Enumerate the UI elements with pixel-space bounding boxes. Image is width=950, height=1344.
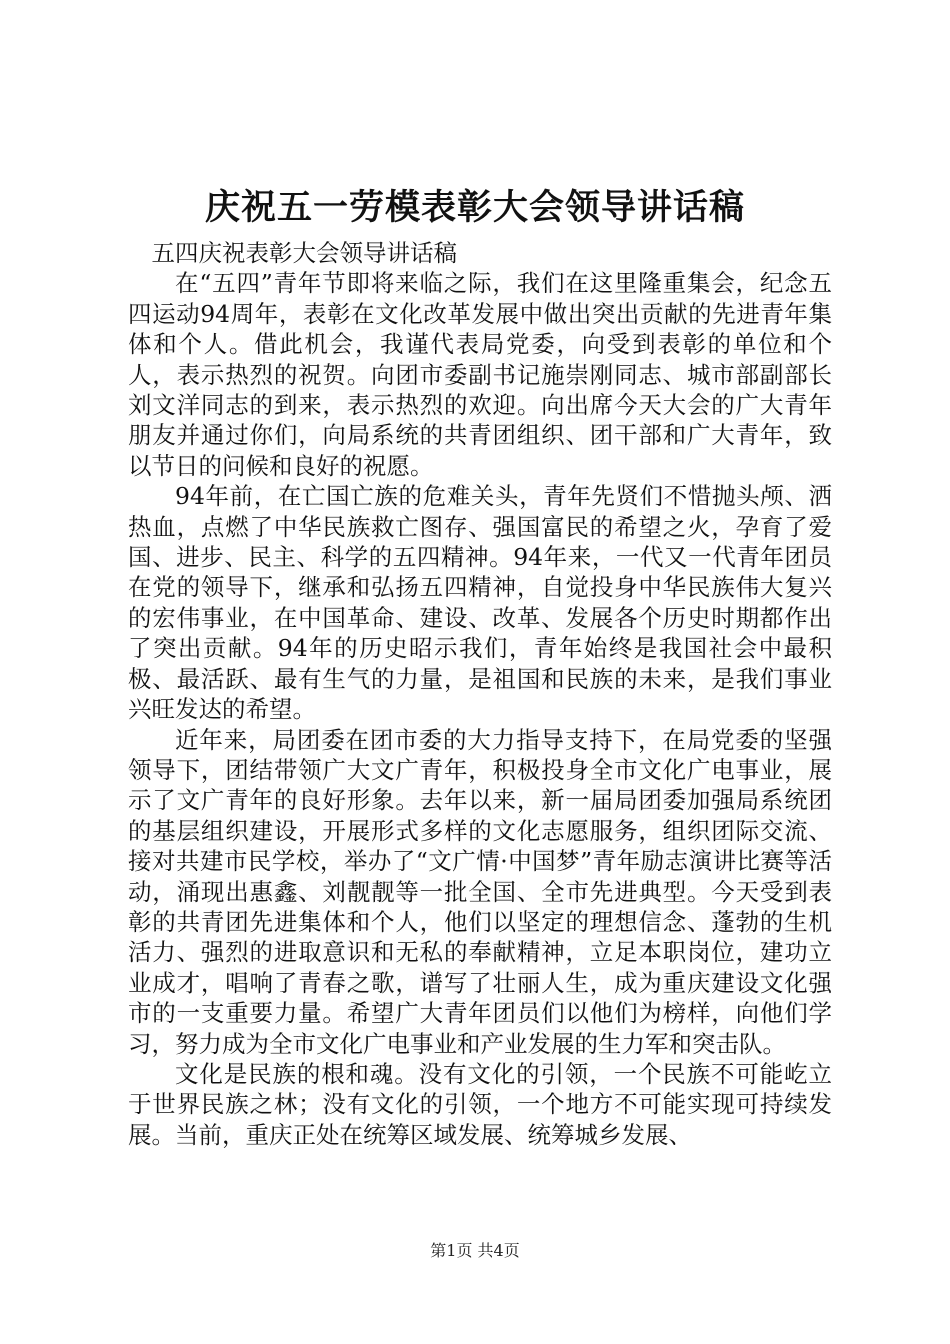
paragraph-1: 在“五四”青年节即将来临之际，我们在这里隆重集会，纪念五四运动94周年，表彰在文化改革发展中做出突出贡献的先进青年集体和个人。借此机会，我谨代表局党委，向受到表彰的单位和个人，表示热烈的祝贺。向团市委副书记施崇刚同志、城市部副部长刘文洋同志的到来，表示热烈的欢迎。向出席今天大会的广大青年朋友并通过你们，向局系统的共青团组织、团干部和广大青年，致以节日的问候和良好的祝愿。	[128, 269, 832, 480]
document-subtitle: 五四庆祝表彰大会领导讲话稿	[151, 239, 457, 267]
paragraph-4: 文化是民族的根和魂。没有文化的引领，一个民族不可能屹立于世界民族之林；没有文化的引领，一个地方不可能实现可持续发展。当前，重庆正处在统筹区域发展、统筹城乡发展、	[128, 1059, 832, 1149]
page-footer: 第1页 共4页	[430, 1241, 520, 1260]
paragraph-3: 近年来，局团委在团市委的大力指导支持下，在局党委的坚强领导下，团结带领广大文广青年，积极投身全市文化广电事业，展示了文广青年的良好形象。去年以来，新一届局团委加强局系统团的基层组织建设，开展形式多样的文化志愿服务，组织团际交流、接对共建市民学校，举办了“文广情·中国梦”青年励志演讲比赛等活动，涌现出惠鑫、刘靓靓等一批全国、全市先进典型。今天受到表彰的共青团先进集体和个人，他们以坚定的理想信念、蓬勃的生机活力、强烈的进取意识和无私的奉献精神，立足本职岗位，建功立业成才，唱响了青春之歌，谱写了壮丽人生，成为重庆建设文化强市的一支重要力量。希望广大青年团员们以他们为榜样，向他们学习，努力成为全市文化广电事业和产业发展的生力军和突击队。	[128, 725, 832, 1058]
document-title: 庆祝五一劳模表彰大会领导讲话稿	[204, 187, 745, 228]
document-body	[128, 238, 832, 1150]
paragraph-2: 94年前，在亡国亡族的危难关头，青年先贤们不惜抛头颅、洒热血，点燃了中华民族救亡图存、强国富民的希望之火，孕育了爱国、进步、民主、科学的五四精神。94年来，一代又一代青年团员在党的领导下，继承和弘扬五四精神，自觉投身中华民族伟大复兴的宏伟事业，在中国革命、建设、改革、发展各个历史时期都作出了突出贡献。94年的历史昭示我们，青年始终是我国社会中最积极、最活跃、最有生气的力量，是祖国和民族的未来，是我们事业兴旺发达的希望。	[128, 482, 832, 724]
